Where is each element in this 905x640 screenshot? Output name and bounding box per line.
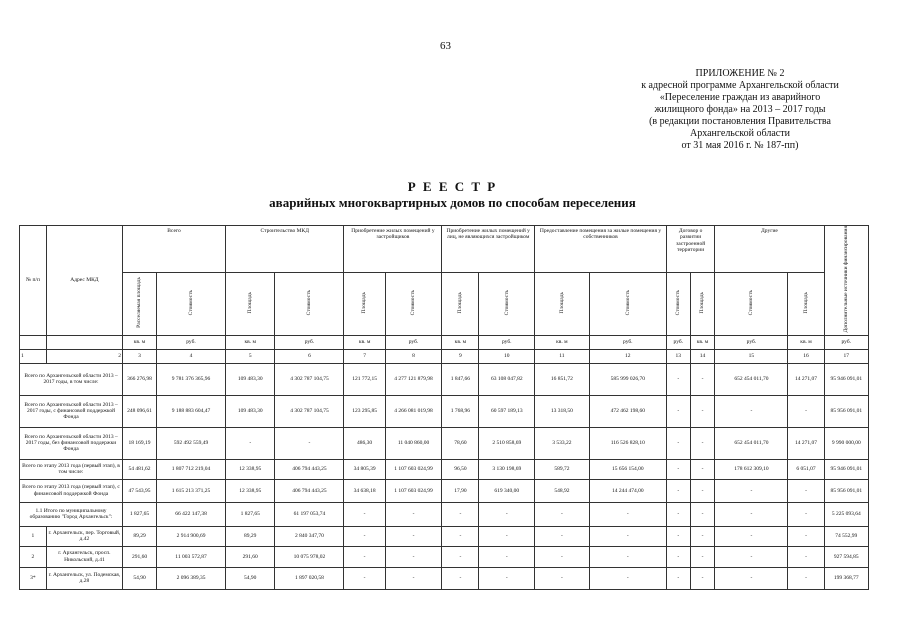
table-cell: - — [788, 546, 824, 567]
table-cell: 16 851,72 — [535, 363, 590, 395]
table-row — [20, 567, 869, 589]
column-number: 17 — [824, 349, 868, 363]
table-cell: - — [666, 526, 690, 546]
table-cell: - — [690, 502, 715, 526]
table-cell: - — [690, 479, 715, 502]
table-cell: - — [788, 479, 824, 502]
table-cell: - — [690, 567, 715, 589]
column-number: 3 — [123, 349, 157, 363]
subheader-cost: Стоимость — [157, 272, 226, 335]
table-cell: 2 840 347,70 — [275, 526, 344, 546]
appendix-line: (в редакции постановления Правительства — [649, 116, 831, 127]
appendix-line: Архангельской области — [690, 128, 790, 139]
units-cell: кв. м — [690, 335, 715, 349]
appendix-line: ПРИЛОЖЕНИЕ № 2 — [695, 68, 785, 79]
table-cell: - — [690, 526, 715, 546]
header-total: Всего — [123, 226, 226, 273]
table-cell: 6 051,07 — [788, 459, 824, 479]
table-cell: 9 990 000,00 — [824, 427, 868, 459]
table-cell: 34 638,18 — [344, 479, 385, 502]
table-cell: - — [442, 526, 479, 546]
units-cell: кв. м — [226, 335, 275, 349]
table-cell: - — [690, 363, 715, 395]
header-other: Другие — [715, 226, 824, 273]
table-cell: 652 454 011,70 — [715, 363, 788, 395]
table-cell: - — [479, 546, 535, 567]
table-cell: - — [344, 567, 385, 589]
subheader-cost: Стоимость — [666, 272, 690, 335]
table-cell: 63 108 047,82 — [479, 363, 535, 395]
table-cell: 61 197 053,74 — [275, 502, 344, 526]
header-num: № п/п — [20, 226, 47, 336]
table-cell: 89,29 — [123, 526, 157, 546]
table-cell: 47 543,95 — [123, 479, 157, 502]
table-cell: 4 302 787 104,75 — [275, 395, 344, 427]
table-cell: 585 999 026,70 — [589, 363, 666, 395]
header-extra: Дополнительные источники финансирования — [824, 226, 868, 336]
table-cell: 15 656 154,00 — [589, 459, 666, 479]
table-cell: 1 827,65 — [123, 502, 157, 526]
table-cell: - — [715, 567, 788, 589]
table-cell: 1 768,96 — [442, 395, 479, 427]
table-cell: 96,50 — [442, 459, 479, 479]
table-row — [20, 479, 869, 502]
table-row — [20, 502, 869, 526]
table-cell: 3 130 198,69 — [479, 459, 535, 479]
table-cell: 1 897 020,58 — [275, 567, 344, 589]
table-cell: - — [788, 567, 824, 589]
table-cell: 9 781 376 365,96 — [157, 363, 226, 395]
subheader-cost: Стоимость — [385, 272, 442, 335]
column-number: 14 — [690, 349, 715, 363]
table-cell: - — [344, 546, 385, 567]
table-cell: - — [788, 502, 824, 526]
table-cell: 14 271,07 — [788, 427, 824, 459]
table-cell: - — [385, 526, 442, 546]
table-cell: - — [442, 567, 479, 589]
header-agreement: Договор о развитии застроенной территории — [666, 226, 714, 273]
units-cell: руб. — [385, 335, 442, 349]
subheader-area: Площадь — [690, 272, 715, 335]
table-cell: 592 492 559,49 — [157, 427, 226, 459]
table-cell: - — [344, 526, 385, 546]
table-cell: 18 169,19 — [123, 427, 157, 459]
column-number: 5 — [226, 349, 275, 363]
table-cell: 121 772,15 — [344, 363, 385, 395]
table-row — [20, 546, 869, 567]
table-cell: 95 946 091,01 — [824, 459, 868, 479]
table-row — [20, 363, 869, 395]
table-cell: - — [690, 546, 715, 567]
subheader-cost: Стоимость — [589, 272, 666, 335]
table-cell: 1 847,66 — [442, 363, 479, 395]
column-numbers-row — [20, 349, 869, 363]
table-cell: - — [690, 395, 715, 427]
page-number: 63 — [440, 40, 451, 52]
table-cell: 2 096 389,35 — [157, 567, 226, 589]
table-cell: 589,72 — [535, 459, 590, 479]
header-construction: Строительство МКД — [226, 226, 344, 273]
units-cell: руб. — [666, 335, 690, 349]
table-cell: 123 295,85 — [344, 395, 385, 427]
appendix-line: жилищного фонда» на 2013 – 2017 годы — [654, 104, 826, 115]
subheader-cost: Стоимость — [715, 272, 788, 335]
row-label: Всего по Архангельской области 2013 – 2017 годы, с финансовой поддержкой Фонда — [20, 395, 123, 427]
table-cell: - — [535, 502, 590, 526]
table-cell: 486,30 — [344, 427, 385, 459]
table-cell: 11 003 572,87 — [157, 546, 226, 567]
table-cell: - — [479, 567, 535, 589]
subheader-area: Площадь — [535, 272, 590, 335]
table-cell: - — [690, 427, 715, 459]
row-number: 2 — [20, 546, 47, 567]
subheader-resettled: Расселяемая площадь — [123, 272, 157, 335]
row-label: 1.1 Итого по муниципальному образованию "Город Архангельск": — [20, 502, 123, 526]
subheader-area: Площадь — [788, 272, 824, 335]
table-cell: 366 276,98 — [123, 363, 157, 395]
table-cell: - — [442, 546, 479, 567]
table-cell: 17,90 — [442, 479, 479, 502]
units-cell: руб. — [157, 335, 226, 349]
table-cell: - — [666, 546, 690, 567]
table-cell: - — [385, 546, 442, 567]
table-cell: - — [690, 459, 715, 479]
table-cell: - — [666, 427, 690, 459]
table-cell: 54 481,62 — [123, 459, 157, 479]
table-cell: 74 552,99 — [824, 526, 868, 546]
registry-table — [19, 225, 869, 590]
table-cell: - — [666, 479, 690, 502]
table-cell: - — [479, 502, 535, 526]
table-cell: 4 302 787 104,75 — [275, 363, 344, 395]
units-cell: кв. м — [344, 335, 385, 349]
table-cell: 10 075 978,02 — [275, 546, 344, 567]
subheader-cost: Стоимость — [275, 272, 344, 335]
units-row — [20, 335, 869, 349]
table-cell: 1 807 712 219,04 — [157, 459, 226, 479]
table-row — [20, 395, 869, 427]
table-cell: 406 794 443,25 — [275, 479, 344, 502]
table-cell: 85 956 091,01 — [824, 479, 868, 502]
table-cell: 1 107 603 024,99 — [385, 459, 442, 479]
table-cell: - — [535, 526, 590, 546]
header-provision: Предоставление помещения за жилые помещения у собственников — [535, 226, 667, 273]
column-number: 7 — [344, 349, 385, 363]
column-number: 9 — [442, 349, 479, 363]
row-number: 1 — [20, 526, 47, 546]
table-cell: 291,60 — [123, 546, 157, 567]
appendix-line: к адресной программе Архангельской области — [641, 80, 839, 91]
units-cell: руб. — [715, 335, 788, 349]
document-subtitle: аварийных многоквартирных домов по способам переселения — [269, 195, 636, 210]
table-cell: - — [666, 363, 690, 395]
table-cell: 9 188 883 604,47 — [157, 395, 226, 427]
table-cell: - — [788, 395, 824, 427]
table-row — [20, 427, 869, 459]
table-cell: - — [715, 546, 788, 567]
table-cell: - — [715, 479, 788, 502]
column-number: 2 — [46, 349, 122, 363]
table-cell: 1 107 603 024,99 — [385, 479, 442, 502]
column-number: 6 — [275, 349, 344, 363]
table-cell: - — [385, 567, 442, 589]
table-cell: 109 483,30 — [226, 363, 275, 395]
table-cell: 95 946 091,01 — [824, 363, 868, 395]
table-cell: - — [666, 502, 690, 526]
table-cell: - — [479, 526, 535, 546]
table-cell: - — [788, 526, 824, 546]
table-cell: - — [666, 459, 690, 479]
table-cell: 12 338,95 — [226, 479, 275, 502]
appendix-line: от 31 мая 2016 г. № 187-пп) — [681, 140, 799, 151]
header-address: Адрес МКД — [46, 226, 122, 336]
table-cell: - — [226, 427, 275, 459]
units-cell: кв. м — [535, 335, 590, 349]
units-cell: руб. — [589, 335, 666, 349]
table-cell: 54,90 — [123, 567, 157, 589]
table-cell: 60 597 189,13 — [479, 395, 535, 427]
table-cell: 85 956 091,01 — [824, 395, 868, 427]
table-cell: 54,90 — [226, 567, 275, 589]
row-number: 3* — [20, 567, 47, 589]
row-address: г. Архангельск, пер. Торговый, д.42 — [46, 526, 122, 546]
column-number: 12 — [589, 349, 666, 363]
row-label: Всего по этапу 2013 года (первый этап), в том числе: — [20, 459, 123, 479]
units-cell: кв. м — [123, 335, 157, 349]
column-number: 16 — [788, 349, 824, 363]
header-acq-others: Приобретение жилых помещений у лиц, не являющихся застройщиком — [442, 226, 535, 273]
table-cell: 291,60 — [226, 546, 275, 567]
column-number: 15 — [715, 349, 788, 363]
table-cell: 109 483,30 — [226, 395, 275, 427]
row-label: Всего по Архангельской области 2013 – 2017 годы, без финансовой поддержки Фонда — [20, 427, 123, 459]
appendix-line: «Переселение граждан из аварийного — [659, 92, 821, 103]
row-address: г. Архангельск, ул. Подемская, д.28 — [46, 567, 122, 589]
subheader-cost: Стоимость — [479, 272, 535, 335]
subheader-area: Площадь — [226, 272, 275, 335]
table-cell: - — [385, 502, 442, 526]
table-cell: - — [666, 395, 690, 427]
table-cell: 116 526 828,10 — [589, 427, 666, 459]
row-address: г. Архангельск, просп. Никольский, д.41 — [46, 546, 122, 567]
table-cell: - — [589, 502, 666, 526]
table-cell: 548,92 — [535, 479, 590, 502]
column-number: 8 — [385, 349, 442, 363]
subheader-area: Площадь — [344, 272, 385, 335]
table-cell: - — [442, 502, 479, 526]
table-cell: - — [589, 526, 666, 546]
units-cell — [46, 335, 122, 349]
table-cell: 14 271,07 — [788, 363, 824, 395]
header-acq-developers: Приобретение жилых помещений у застройщиков — [344, 226, 442, 273]
column-number: 13 — [666, 349, 690, 363]
table-cell: 3 533,22 — [535, 427, 590, 459]
units-cell: руб. — [275, 335, 344, 349]
table-cell: 78,60 — [442, 427, 479, 459]
units-cell: кв. м — [442, 335, 479, 349]
table-cell: 1 615 213 371,25 — [157, 479, 226, 502]
table-cell: - — [535, 567, 590, 589]
table-cell: 5 225 093,64 — [824, 502, 868, 526]
table-cell: 619 340,00 — [479, 479, 535, 502]
table-cell: 1 827,65 — [226, 502, 275, 526]
table-row — [20, 459, 869, 479]
column-number: 10 — [479, 349, 535, 363]
table-cell: - — [715, 526, 788, 546]
table-cell: - — [666, 567, 690, 589]
table-cell: - — [344, 502, 385, 526]
column-number: 4 — [157, 349, 226, 363]
registry-body — [20, 363, 869, 589]
table-cell: 14 244 474,00 — [589, 479, 666, 502]
table-cell: 4 266 081 019,98 — [385, 395, 442, 427]
subheader-area: Площадь — [442, 272, 479, 335]
table-row — [20, 526, 869, 546]
table-cell: 34 805,39 — [344, 459, 385, 479]
row-label: Всего по Архангельской области 2013 – 2017 годы, в том числе: — [20, 363, 123, 395]
table-cell: 199 368,77 — [824, 567, 868, 589]
units-cell: руб. — [824, 335, 868, 349]
table-cell: 248 096,61 — [123, 395, 157, 427]
table-cell: - — [715, 502, 788, 526]
table-cell: 2 510 858,69 — [479, 427, 535, 459]
units-cell — [20, 335, 47, 349]
appendix-block — [610, 68, 870, 152]
table-cell: 652 454 011,70 — [715, 427, 788, 459]
table-cell: 927 594,85 — [824, 546, 868, 567]
table-cell: 406 794 443,25 — [275, 459, 344, 479]
table-cell: 13 318,50 — [535, 395, 590, 427]
table-cell: - — [535, 546, 590, 567]
table-cell: - — [275, 427, 344, 459]
row-label: Всего по этапу 2013 года (первый этап), с финансовой поддержкой Фонда — [20, 479, 123, 502]
units-cell: руб. — [479, 335, 535, 349]
column-number: 1 — [20, 349, 47, 363]
table-cell: - — [715, 395, 788, 427]
units-cell: кв. м — [788, 335, 824, 349]
document-title: Р Е Е С Т Р — [407, 179, 498, 194]
table-cell: 66 422 147,38 — [157, 502, 226, 526]
table-cell: 178 612 309,10 — [715, 459, 788, 479]
table-cell: 472 462 198,60 — [589, 395, 666, 427]
table-cell: 11 040 860,00 — [385, 427, 442, 459]
table-cell: - — [589, 567, 666, 589]
table-cell: - — [589, 546, 666, 567]
table-cell: 4 277 121 879,98 — [385, 363, 442, 395]
table-cell: 12 338,95 — [226, 459, 275, 479]
column-number: 11 — [535, 349, 590, 363]
table-cell: 89,29 — [226, 526, 275, 546]
table-cell: 2 914 900,69 — [157, 526, 226, 546]
